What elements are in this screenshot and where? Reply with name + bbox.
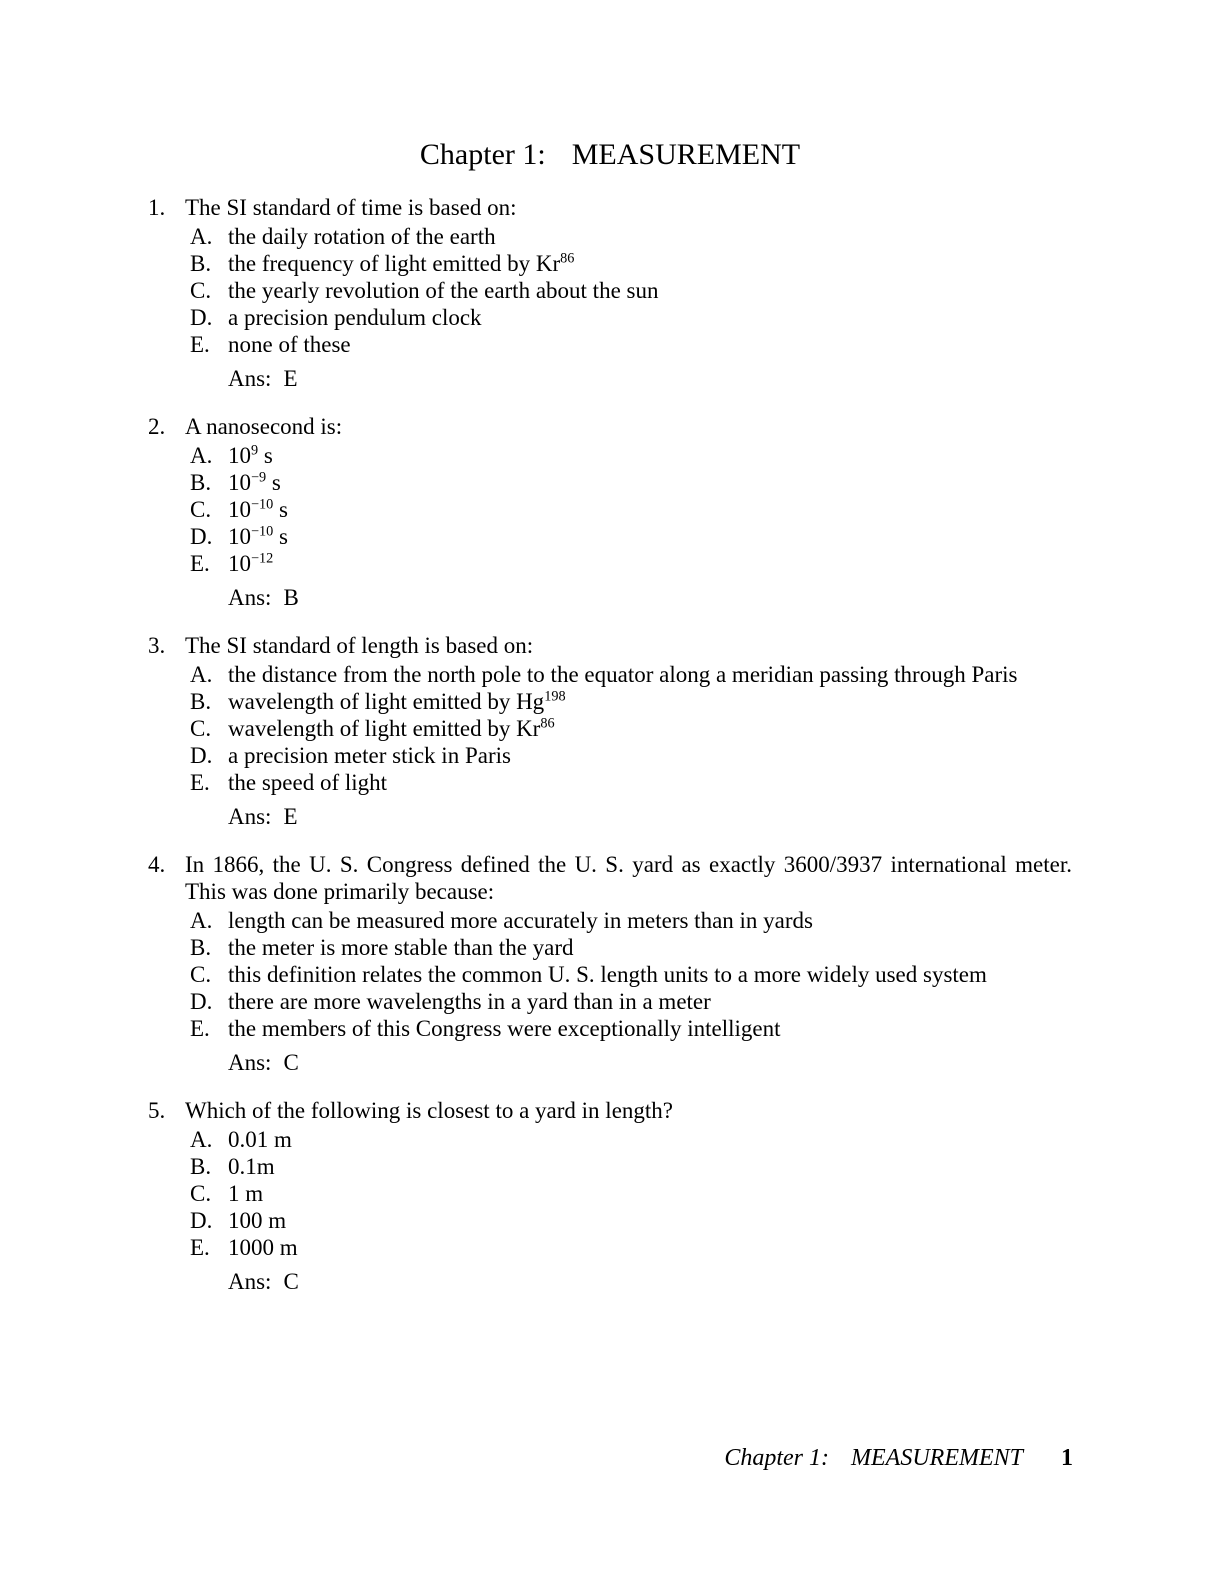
option-letter: B.	[190, 935, 212, 960]
option-text-suffix: s	[266, 470, 281, 495]
option-text	[228, 1207, 1072, 1234]
option-letter: D.	[190, 989, 213, 1014]
option-superscript: −10	[251, 496, 274, 513]
option-row	[190, 250, 1072, 277]
option-text-main: the meter is more stable than the yard	[228, 935, 574, 960]
option-superscript: 9	[251, 442, 259, 459]
option-superscript: 86	[560, 250, 575, 267]
option-letter: C.	[190, 716, 212, 741]
question-number: 5.	[148, 1098, 166, 1123]
option-text-main: a precision meter stick in Paris	[228, 743, 511, 768]
option-text-main: 10	[228, 524, 251, 549]
option-text	[228, 304, 1072, 331]
answer-label: Ans:	[228, 585, 272, 610]
option-text-main: there are more wavelengths in a yard than in a meter	[228, 989, 711, 1014]
option-letter: D.	[190, 524, 213, 549]
option-text-main: 10	[228, 551, 251, 576]
question-head	[148, 194, 1072, 221]
option-letter: E.	[190, 551, 210, 576]
option-row	[190, 331, 1072, 358]
option-letter: C.	[190, 1181, 212, 1206]
answer-label: Ans:	[228, 804, 272, 829]
option-text-main: 10	[228, 470, 251, 495]
options-list	[148, 442, 1072, 577]
option-text	[228, 661, 1072, 688]
question-text	[185, 851, 1072, 905]
question-text-line: The SI standard of time is based on:	[185, 195, 517, 220]
option-text	[228, 442, 1072, 469]
option-row	[190, 934, 1072, 961]
option-letter: A.	[190, 1127, 213, 1152]
option-letter: A.	[190, 908, 213, 933]
option-text-main: 0.1m	[228, 1154, 275, 1179]
answer-value: C	[283, 1269, 299, 1294]
option-row	[190, 1015, 1072, 1042]
option-letter: A.	[190, 224, 213, 249]
option-text	[228, 688, 1072, 715]
option-letter: B.	[190, 689, 212, 714]
option-text-main: the daily rotation of the earth	[228, 224, 496, 249]
option-text	[228, 961, 1072, 988]
option-row	[190, 742, 1072, 769]
footer-chapter: Chapter 1:	[724, 1445, 830, 1471]
option-row	[190, 442, 1072, 469]
option-text-main: 10	[228, 443, 251, 468]
option-text	[228, 550, 1072, 577]
options-list	[148, 907, 1072, 1042]
question-text-line: Which of the following is closest to a yard in length?	[185, 1098, 673, 1123]
option-text	[228, 715, 1072, 742]
option-row	[190, 1234, 1072, 1261]
option-text	[228, 1153, 1072, 1180]
question-3	[148, 632, 1072, 830]
option-text-suffix: s	[273, 524, 288, 549]
page-title	[148, 138, 1072, 172]
title-chapter: Chapter 1:	[419, 138, 546, 171]
option-text-suffix: s	[258, 443, 273, 468]
option-text	[228, 1126, 1072, 1153]
option-text-main: 10	[228, 497, 251, 522]
option-letter: B.	[190, 251, 212, 276]
option-letter: C.	[190, 278, 212, 303]
answer-value: E	[283, 804, 298, 829]
option-row	[190, 688, 1072, 715]
answer-line	[148, 803, 1072, 830]
question-head	[148, 632, 1072, 659]
answer-value: C	[283, 1050, 299, 1075]
option-letter: D.	[190, 305, 213, 330]
option-text-main: the distance from the north pole to the equator along a meridian passing through Paris	[228, 662, 1018, 687]
option-row	[190, 1180, 1072, 1207]
option-text-main: the frequency of light emitted by Kr	[228, 251, 561, 276]
question-head	[148, 851, 1072, 905]
option-row	[190, 988, 1072, 1015]
option-row	[190, 496, 1072, 523]
option-superscript: −12	[251, 550, 274, 567]
question-text-line: In 1866, the U. S. Congress defined the U. S. yard as exactly 3600/3937 international meter.	[185, 852, 1072, 877]
option-text-main: wavelength of light emitted by Kr	[228, 716, 541, 741]
option-row	[190, 277, 1072, 304]
option-superscript: 198	[544, 688, 566, 705]
option-letter: E.	[190, 1016, 210, 1041]
title-name: MEASUREMENT	[571, 138, 801, 171]
question-number: 1.	[148, 195, 166, 220]
answer-line	[148, 365, 1072, 392]
question-text	[185, 413, 1072, 440]
question-head	[148, 413, 1072, 440]
option-row	[190, 907, 1072, 934]
option-text-main: 0.01 m	[228, 1127, 292, 1152]
option-text	[228, 277, 1072, 304]
question-text	[185, 1097, 1072, 1124]
option-row	[190, 469, 1072, 496]
question-text-line: The SI standard of length is based on:	[185, 633, 534, 658]
option-text	[228, 769, 1072, 796]
option-text	[228, 331, 1072, 358]
option-row	[190, 961, 1072, 988]
option-text-main: 1 m	[228, 1181, 264, 1206]
option-letter: C.	[190, 497, 212, 522]
option-row	[190, 661, 1072, 688]
options-list	[148, 223, 1072, 358]
answer-label: Ans:	[228, 1269, 272, 1294]
option-superscript: −10	[251, 523, 274, 540]
option-letter: C.	[190, 962, 212, 987]
option-text	[228, 223, 1072, 250]
option-letter: A.	[190, 662, 213, 687]
answer-value: E	[283, 366, 298, 391]
option-text	[228, 469, 1072, 496]
option-row	[190, 715, 1072, 742]
option-text-main: the members of this Congress were exceptionally intelligent	[228, 1016, 781, 1041]
option-text	[228, 1234, 1072, 1261]
option-row	[190, 1153, 1072, 1180]
option-superscript: 86	[540, 715, 555, 732]
options-list	[148, 661, 1072, 796]
option-text-main: 1000 m	[228, 1235, 298, 1260]
answer-line	[148, 1268, 1072, 1295]
question-number: 3.	[148, 633, 166, 658]
question-text-line: A nanosecond is:	[185, 414, 343, 439]
option-text	[228, 988, 1072, 1015]
answer-label: Ans:	[228, 366, 272, 391]
question-2	[148, 413, 1072, 611]
option-letter: B.	[190, 470, 212, 495]
question-5	[148, 1097, 1072, 1295]
option-text	[228, 934, 1072, 961]
option-text-main: the yearly revolution of the earth about the sun	[228, 278, 659, 303]
option-text	[228, 1180, 1072, 1207]
option-text-main: the speed of light	[228, 770, 388, 795]
option-text	[228, 742, 1072, 769]
question-text-line: This was done primarily because:	[185, 879, 495, 904]
question-1	[148, 194, 1072, 392]
option-text	[228, 250, 1072, 277]
question-4	[148, 851, 1072, 1076]
option-text	[228, 523, 1072, 550]
option-row	[190, 223, 1072, 250]
page-footer	[724, 1443, 1073, 1473]
option-row	[190, 769, 1072, 796]
option-letter: A.	[190, 443, 213, 468]
question-text	[185, 194, 1072, 221]
footer-title: MEASUREMENT	[851, 1445, 1023, 1471]
question-text	[185, 632, 1072, 659]
option-text-suffix: s	[273, 497, 288, 522]
option-text-main: wavelength of light emitted by Hg	[228, 689, 545, 714]
answer-line	[148, 584, 1072, 611]
option-text-main: length can be measured more accurately in meters than in yards	[228, 908, 813, 933]
answer-line	[148, 1049, 1072, 1076]
option-row	[190, 304, 1072, 331]
option-text	[228, 907, 1072, 934]
option-row	[190, 1126, 1072, 1153]
option-row	[190, 523, 1072, 550]
option-letter: E.	[190, 1235, 210, 1260]
answer-value: B	[283, 585, 299, 610]
option-letter: D.	[190, 1208, 213, 1233]
option-text	[228, 496, 1072, 523]
answer-label: Ans:	[228, 1050, 272, 1075]
question-number: 2.	[148, 414, 166, 439]
footer-page-number: 1	[1061, 1445, 1073, 1471]
option-text-main: 100 m	[228, 1208, 287, 1233]
option-superscript: −9	[251, 469, 267, 486]
option-letter: E.	[190, 332, 210, 357]
options-list	[148, 1126, 1072, 1261]
option-text-main: none of these	[228, 332, 351, 357]
option-letter: B.	[190, 1154, 212, 1179]
question-number: 4.	[148, 852, 166, 877]
option-text-main: this definition relates the common U. S. length units to a more widely used system	[228, 962, 987, 987]
option-letter: D.	[190, 743, 213, 768]
option-text-main: a precision pendulum clock	[228, 305, 482, 330]
option-text	[228, 1015, 1072, 1042]
option-row	[190, 1207, 1072, 1234]
option-row	[190, 550, 1072, 577]
question-head	[148, 1097, 1072, 1124]
option-letter: E.	[190, 770, 210, 795]
